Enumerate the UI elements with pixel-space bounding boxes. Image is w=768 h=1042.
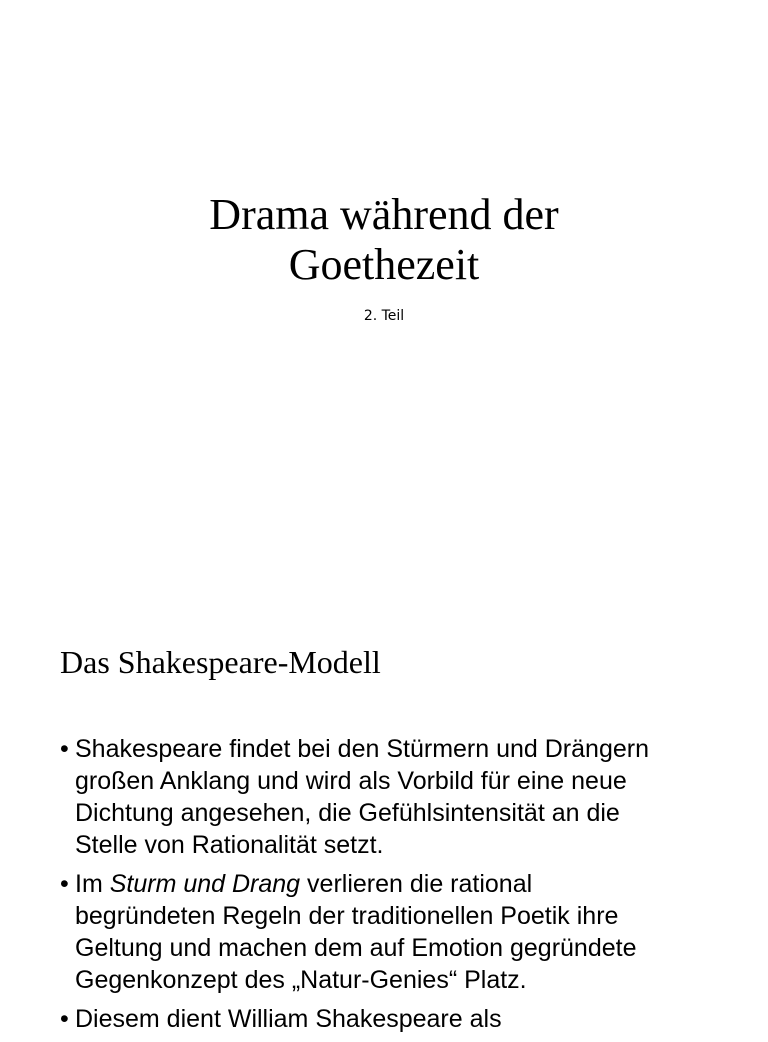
bullet-text: Im [75, 870, 110, 898]
bullet-list [60, 733, 750, 1042]
slide-subtitle: 2. Teil [363, 308, 405, 324]
slide-title-line-1: Drama während der [209, 190, 559, 239]
bullet-line [75, 868, 750, 900]
bullet-icon: • [60, 735, 69, 763]
slide-title-line-2: Goethezeit [288, 240, 480, 289]
bullet-line: großen Anklang und wird als Vorbild für eine neue [75, 767, 627, 795]
bullet-line: Shakespeare findet bei den Stürmern und Drängern [75, 735, 649, 763]
bullet-line: Geltung und machen dem auf Emotion gegründete [75, 934, 637, 962]
bullet-item [60, 868, 750, 996]
italic-term: Sturm und Drang [109, 870, 301, 898]
bullet-item [60, 733, 750, 861]
bullet-line: begründeten Regeln der traditionellen Poetik ihre [75, 902, 619, 930]
bullet-line: Gegenkonzept des „Natur-Genies“ Platz. [75, 966, 527, 994]
bullet-text: verlieren die rational [300, 870, 533, 898]
bullet-item [60, 1003, 750, 1035]
slide-title [0, 190, 768, 290]
bullet-line: Stelle von Rationalität setzt. [75, 831, 384, 859]
bullet-icon: • [60, 1005, 69, 1033]
bullet-icon: • [60, 870, 69, 898]
bullet-line: Diesem dient William Shakespeare als [75, 1005, 502, 1033]
section-title: Das Shakespeare-Modell [60, 644, 381, 680]
bullet-line: Dichtung angesehen, die Gefühlsintensität an die [75, 799, 620, 827]
